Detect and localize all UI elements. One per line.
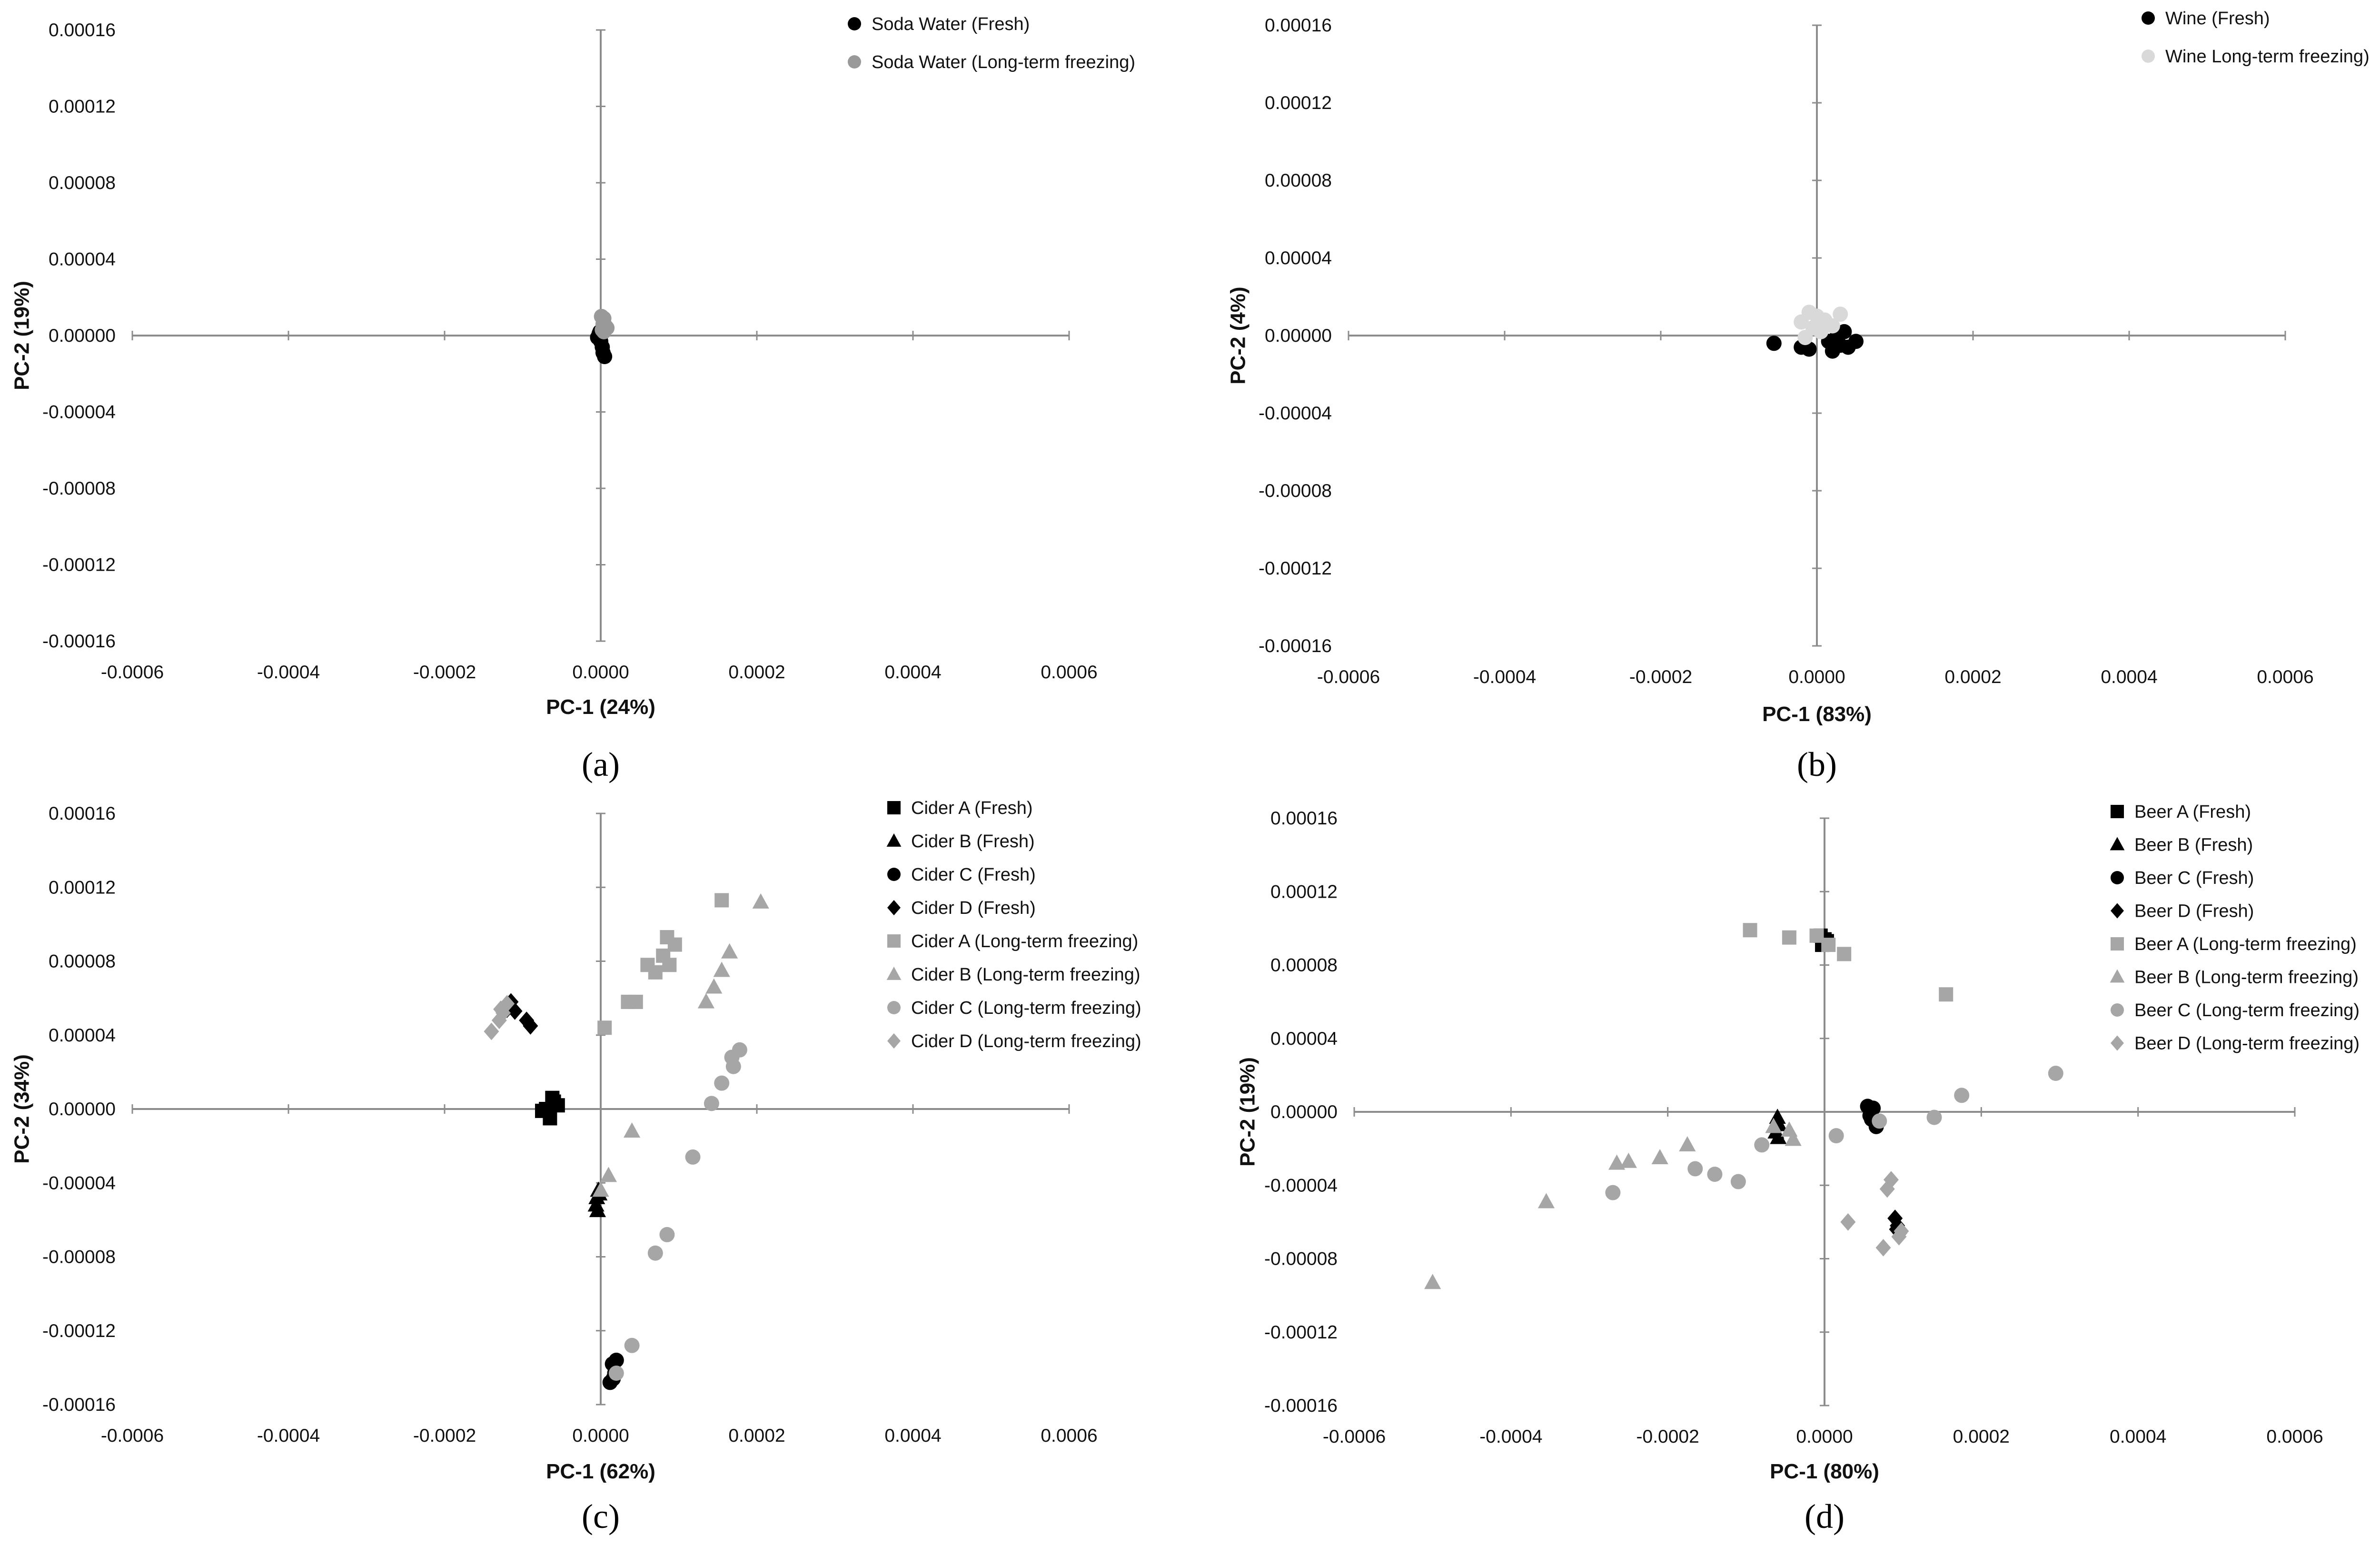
x-tick-label: -0.0006 [100,662,164,683]
x-tick-label: 0.0006 [2257,667,2314,687]
y-tick-label: 0.00016 [49,803,116,824]
legend-label: Wine Long-term freezing) [2165,47,2370,67]
data-point [609,1366,624,1381]
legend-label: Beer C (Fresh) [2134,868,2254,888]
x-tick-label: 0.0004 [2110,1426,2167,1447]
x-tick-label: -0.0002 [1629,667,1693,687]
legend-marker [2111,805,2124,818]
x-tick-label: 0.0004 [884,1426,942,1446]
data-point [698,993,714,1008]
data-point [1876,1239,1891,1257]
data-point [714,962,730,977]
legend-marker [848,55,861,69]
data-point [597,349,612,364]
x-tick-label: 0.0006 [2266,1426,2323,1447]
y-tick-label: 0.00016 [49,20,116,40]
legend-marker [2111,1035,2124,1050]
data-point [624,1122,640,1138]
data-point [1837,947,1851,961]
y-tick-label: -0.00008 [42,1247,116,1268]
x-tick-label: -0.0004 [1479,1426,1543,1447]
legend [848,14,1135,72]
data-point [1927,1110,1942,1125]
series-cider-b-fresh [588,1181,608,1217]
x-tick-label: 0.0000 [572,1426,629,1446]
y-tick-label: -0.00004 [1264,1175,1338,1196]
series-beer-a-long-term-freezing [1743,923,1954,1001]
x-tick-label: -0.0002 [413,1426,476,1446]
y-tick-label: 0.00008 [49,951,116,972]
x-axis-label: PC-1 (24%) [546,695,655,719]
data-point [1939,987,1953,1001]
x-tick-label: 0.0002 [1944,667,2002,687]
legend-marker [848,17,861,30]
legend-label: Beer C (Long-term freezing) [2134,1000,2360,1020]
panel-caption: (c) [582,1497,620,1535]
x-tick-label: 0.0002 [728,662,785,683]
data-point [1679,1136,1696,1151]
legend-label: Beer D (Fresh) [2134,901,2254,921]
x-tick-label: 0.0000 [1788,667,1845,687]
panel-caption: (a) [582,745,620,783]
legend-label: Cider C (Fresh) [911,865,1036,885]
y-tick-label: 0.00016 [1270,808,1338,829]
x-axis-label: PC-1 (83%) [1762,703,1872,726]
x-tick-label: 0.0002 [728,1426,785,1446]
y-tick-label: 0.00008 [1270,955,1338,976]
data-point [1833,307,1848,322]
y-tick-label: 0.00000 [49,326,116,346]
legend-marker [2110,837,2125,850]
legend-label: Cider A (Fresh) [911,798,1033,818]
data-point [1687,1161,1703,1177]
legend-marker [2111,1003,2124,1017]
x-tick-label: 0.0002 [1953,1426,2010,1447]
legend-label: Wine (Fresh) [2165,9,2270,29]
x-tick-label: 0.0000 [572,662,629,683]
data-point [629,995,643,1009]
y-tick-label: 0.00012 [49,877,116,898]
legend-marker [887,868,901,881]
legend-label: Cider A (Long-term freezing) [911,931,1139,951]
legend-marker [2111,903,2124,918]
y-axis-label: PC-2 (19%) [10,281,34,390]
data-point [721,943,738,959]
data-point [1743,923,1757,937]
y-tick-label: -0.00016 [1264,1396,1338,1416]
data-point [662,958,676,972]
y-tick-label: -0.00016 [1259,636,1332,656]
data-point [1605,1185,1620,1200]
x-tick-label: -0.0002 [1636,1426,1699,1447]
series-cider-d-long-term-freezing [484,995,515,1040]
data-point [625,1338,640,1353]
data-point [705,978,722,993]
data-point [714,1076,729,1091]
x-tick-label: -0.0002 [413,662,476,683]
legend-label: Cider C (Long-term freezing) [911,998,1141,1018]
x-tick-label: -0.0006 [1317,667,1380,687]
data-point [1620,1153,1637,1168]
data-point [1813,324,1828,339]
y-axis-label: PC-2 (19%) [1236,1057,1259,1167]
legend [2142,9,2370,67]
x-tick-label: 0.0004 [884,662,942,683]
data-point [545,1091,559,1105]
y-axis-label: PC-2 (4%) [1226,287,1250,385]
data-point [595,322,610,337]
x-tick-label: -0.0006 [1322,1426,1386,1447]
chart-panel-d [1236,802,2360,1535]
legend-label: Beer D (Long-term freezing) [2134,1033,2360,1054]
data-point [1538,1193,1555,1208]
data-point [685,1149,701,1165]
panel-caption: (b) [1797,745,1837,783]
legend-label: Soda Water (Fresh) [872,14,1030,34]
data-point [1782,931,1796,945]
series-cider-a-long-term-freezing [597,893,729,1035]
y-tick-label: -0.00012 [1259,558,1332,579]
y-tick-label: -0.00004 [42,1173,116,1194]
y-tick-label: -0.00012 [1264,1322,1338,1343]
data-point [535,1104,549,1118]
legend-marker [887,1033,901,1049]
x-tick-label: 0.0004 [2101,667,2158,687]
data-point [1766,336,1782,351]
y-tick-label: -0.00008 [42,478,116,499]
y-tick-label: -0.00012 [42,1320,116,1341]
data-point [1731,1174,1746,1189]
y-tick-label: 0.00008 [1265,170,1332,191]
data-point [714,893,729,907]
legend-marker [2111,937,2124,951]
series-beer-b-long-term-freezing [1424,1118,1802,1289]
data-point [1840,1213,1855,1231]
data-point [1829,1128,1844,1143]
x-axis-label: PC-1 (80%) [1770,1460,1879,1483]
x-tick-label: -0.0004 [1473,667,1537,687]
legend-label: Cider D (Long-term freezing) [911,1031,1141,1051]
data-point [1833,337,1848,353]
x-tick-label: 0.0006 [1041,662,1098,683]
chart-panel-a [10,14,1135,783]
legend-marker [887,801,901,814]
y-tick-label: 0.00016 [1265,15,1332,36]
y-tick-label: -0.00004 [42,402,116,423]
legend-label: Cider B (Long-term freezing) [911,965,1140,985]
data-point [726,1059,741,1074]
y-tick-label: 0.00000 [1270,1102,1338,1122]
legend-marker [887,934,901,948]
data-point [753,893,769,909]
data-point [1954,1088,1969,1103]
legend [887,798,1141,1051]
x-tick-label: -0.0004 [257,1426,320,1446]
data-point [648,965,663,980]
legend-label: Cider D (Fresh) [911,898,1036,918]
y-tick-label: -0.00016 [42,1395,116,1415]
data-point [597,1020,612,1035]
y-tick-label: 0.00000 [1265,326,1332,346]
legend-label: Beer A (Long-term freezing) [2134,934,2357,954]
data-point [2048,1066,2063,1081]
x-tick-label: -0.0004 [257,662,320,683]
y-tick-label: -0.00012 [42,555,116,575]
data-point [1821,938,1835,952]
y-tick-label: 0.00012 [1270,881,1338,902]
y-axis-label: PC-2 (34%) [10,1054,34,1164]
series-cider-a-fresh [535,1091,565,1126]
panel-caption: (d) [1805,1497,1844,1535]
y-tick-label: 0.00008 [49,173,116,193]
y-tick-label: 0.00004 [49,1025,116,1046]
y-tick-label: -0.00008 [1264,1248,1338,1269]
legend-label: Beer B (Fresh) [2134,835,2253,855]
y-tick-label: -0.00004 [1259,403,1332,424]
y-tick-label: 0.00004 [1265,248,1332,268]
x-axis-label: PC-1 (62%) [546,1460,655,1483]
legend-marker [2110,969,2125,982]
y-tick-label: 0.00004 [1270,1028,1338,1049]
chart-panel-b [1226,9,2369,783]
legend-marker [2142,11,2155,25]
legend [2110,802,2360,1054]
y-tick-label: 0.00012 [49,96,116,117]
data-point [1652,1149,1668,1164]
y-tick-label: 0.00012 [1265,93,1332,113]
y-tick-label: 0.00004 [49,249,116,270]
y-tick-label: 0.00000 [49,1099,116,1119]
series-beer-c-long-term-freezing [1605,1066,2063,1200]
legend-marker [2111,871,2124,884]
x-tick-label: -0.0006 [100,1426,164,1446]
data-point [1848,334,1864,349]
x-tick-label: 0.0000 [1796,1426,1853,1447]
series-cider-c-long-term-freezing [609,1042,747,1381]
data-point [1797,330,1813,345]
data-point [600,1167,617,1182]
legend-label: Beer B (Long-term freezing) [2134,967,2359,988]
legend-marker [887,967,902,980]
chart-panel-c [10,798,1141,1535]
legend-label: Soda Water (Long-term freezing) [872,52,1136,72]
legend-label: Beer A (Fresh) [2134,802,2251,822]
legend-marker [887,1001,901,1014]
data-point [1707,1167,1722,1182]
data-point [704,1096,719,1111]
data-point [1754,1137,1769,1152]
legend-marker [2142,50,2155,63]
legend-marker [887,833,902,847]
data-point [659,1227,674,1242]
y-tick-label: -0.00016 [42,631,116,652]
data-point [1872,1113,1887,1129]
y-tick-label: -0.00008 [1259,481,1332,501]
x-tick-label: 0.0006 [1041,1426,1098,1446]
legend-marker [887,900,901,915]
data-point [648,1246,663,1261]
data-point [1424,1274,1441,1289]
legend-label: Cider B (Fresh) [911,832,1035,852]
